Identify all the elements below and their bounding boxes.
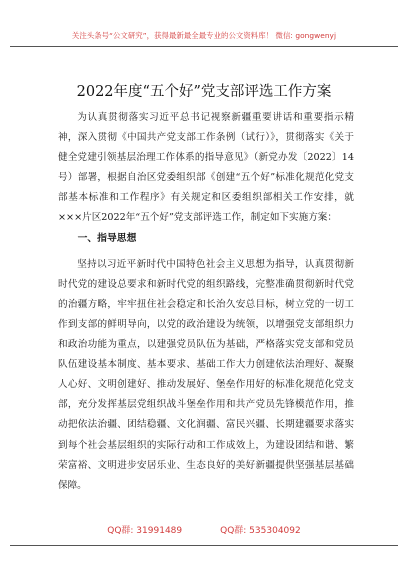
footer-qq-groups xyxy=(0,523,408,536)
section-heading-guiding-thought: 一、指导思想 xyxy=(77,232,137,244)
section-paragraph: 坚持以习近平新时代中国特色社会主义思想为指导，认真贯彻新时代党的建设总要求和新时代党的组织路线，完整准确贯彻新时代党的治疆方略，牢牢扭住社会稳定和长治久安总目标，树立党的一切工作到支部的鲜明导向，以党的政治建设为统领，以增强党支部组织力和政治功能为重点，以建强党员队伍为基础，严格落实党支部和党员队伍建设基本制度、基本要求、基础工作大力创建依法治理好、凝聚人心好、文明创建好、推动发展好、堡垒作用好的标准化规范化党支部，充分发挥基层党组织战斗堡垒作用和共产党员先锋模范作用，推动把依法治疆、团结稳疆、文化润疆、富民兴疆、长期建疆要求落实到每个社会基层组织的实际行动和工作成效上，为建设团结和谐、繁荣富裕、文明进步安居乐业、生态良好的美好新疆提供坚强基层基础保障。 xyxy=(58,258,354,491)
promo-banner: 关注头条号“公文研究”，获得最新最全最专业的公文资料库！ 微信: gongwenyj xyxy=(71,31,337,40)
header-divider xyxy=(10,46,398,47)
document-title: 2022年度“五个好”党支部评选工作方案 xyxy=(76,84,332,100)
qq-group-2: QQ群: 535304092 xyxy=(220,526,301,536)
qq-group-1: QQ群: 31991489 xyxy=(107,526,183,536)
footer-divider xyxy=(10,545,398,546)
document-body xyxy=(58,108,354,496)
intro-paragraph: 为认真贯彻落实习近平总书记视察新疆重要讲话和重要指示精神，深入贯彻《中国共产党支部工作条例（试行）》，贯彻落实《关于健全党建引领基层治理工作体系的指导意见》（新党办发〔2022〕14号）部署，根据自治区党委组织部《创建“五个好”标准化规范化党支部基本标准和工作程序》有关规定和区委组织部相关工作安排，就×××片区2022年“五个好”党支部评选工作，制定如下实施方案： xyxy=(58,112,354,224)
